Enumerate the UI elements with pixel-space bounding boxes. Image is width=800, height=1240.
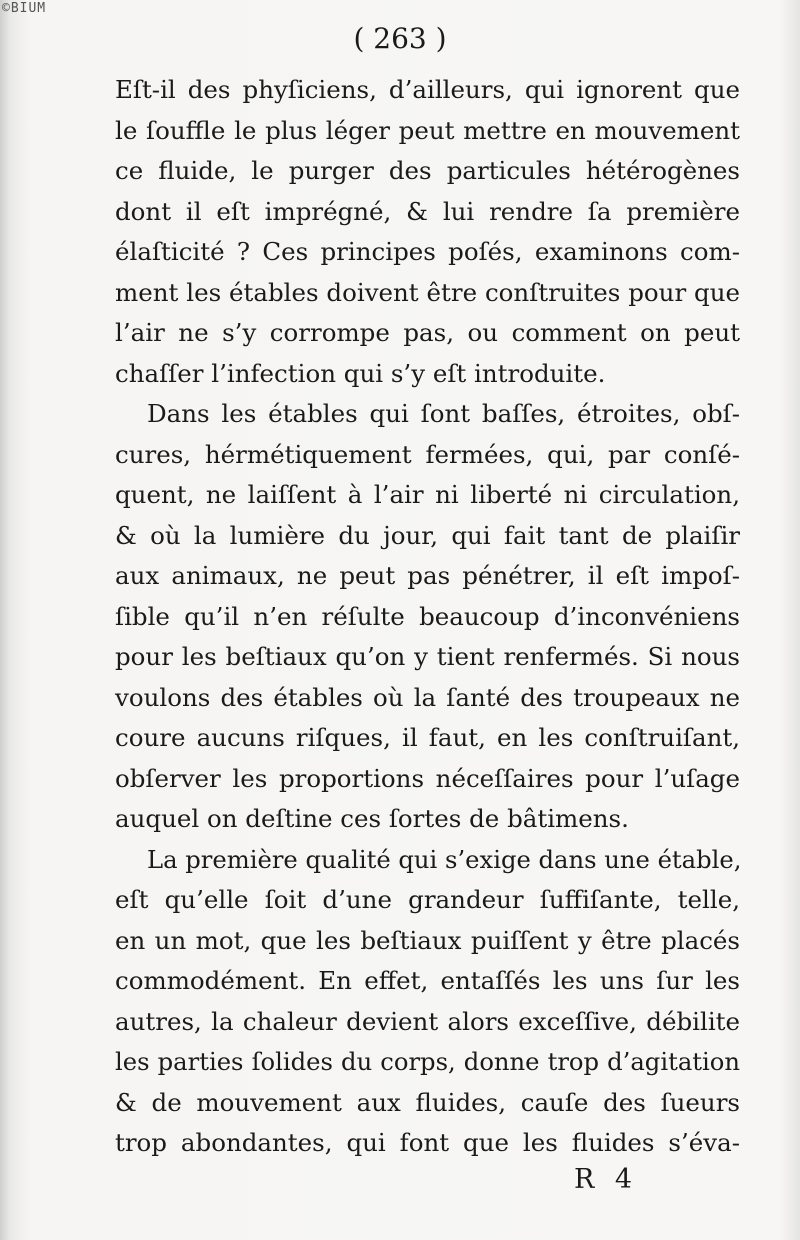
text-line: & de mouvement aux fluides, cauſe des ſueurs bbox=[115, 1087, 740, 1117]
text-line: Dans les étables qui ſont baſſes, étroites, obſ- bbox=[147, 399, 740, 428]
text-line: ſible qu’il n’en réſulte beaucoup d’inconvéniens bbox=[115, 601, 740, 631]
text-line: dont il eſt imprégné, & lui rendre ſa première bbox=[115, 196, 740, 226]
text-line: cures, hérmétiquement fermées, qui, par conſé- bbox=[115, 439, 740, 469]
text-line: aux animaux, ne peut pas pénétrer, il eſt impoſ- bbox=[115, 561, 740, 590]
page-number: ( 263 ) bbox=[353, 22, 447, 55]
text-line: chaſſer l’infection qui s’y eſt introduite. bbox=[115, 358, 606, 388]
signature-mark: R 4 bbox=[574, 1164, 639, 1195]
text-line: élaſticité ? Ces principes poſés, examinons com- bbox=[115, 237, 740, 266]
paragraph-2 bbox=[115, 394, 740, 840]
text-line: en un mot, que les beſtiaux puiſſent y être placés bbox=[115, 925, 740, 955]
text-line: La première qualité qui s’exige dans une étable, bbox=[147, 844, 742, 874]
text-line: voulons des étables où la ſanté des troupeaux ne bbox=[115, 682, 740, 712]
text-line: coure aucuns riſques, il faut, en les conſtruiſant, bbox=[115, 723, 740, 752]
text-line: auquel on deſtine ces ſortes de bâtimens. bbox=[115, 804, 629, 833]
text-line: quent, ne laiſſent à l’air ni liberté ni circulation, bbox=[115, 480, 740, 509]
text-line: les parties ſolides du corps, donne trop d’agitation bbox=[115, 1047, 740, 1076]
body-text bbox=[115, 70, 740, 1164]
text-line: le ſouffle le plus léger peut mettre en mouvement bbox=[115, 115, 740, 145]
text-line: eſt qu’elle ſoit d’une grandeur ſuffiſante, telle, bbox=[115, 885, 740, 914]
watermark: ©BIUM bbox=[2, 1, 47, 16]
text-line: & où la lumière du jour, qui fait tant de plaiſir bbox=[115, 520, 740, 550]
text-line: Eſt-il des phyſiciens, d’ailleurs, qui ignorent que bbox=[115, 75, 740, 104]
text-line: ment les étables doivent être conſtruites pour que bbox=[115, 277, 740, 307]
text-line: l’air ne s’y corrompe pas, ou comment on peut bbox=[115, 318, 740, 347]
text-line: trop abondantes, qui font que les fluides s’éva- bbox=[115, 1128, 740, 1157]
text-line: autres, la chaleur devient alors exceſſive, débilite bbox=[115, 1006, 740, 1036]
text-line: ce fluide, le purger des particules hétérogènes bbox=[115, 156, 740, 185]
paragraph-1 bbox=[115, 70, 740, 394]
text-line: commodément. En effet, entaſſés les uns ſur les bbox=[115, 966, 740, 995]
text-line: pour les beſtiaux qu’on y tient renfermés. Si nous bbox=[115, 642, 740, 671]
text-line: obſerver les proportions néceſſaires pour l’uſage bbox=[115, 763, 740, 793]
paragraph-3 bbox=[115, 840, 740, 1164]
